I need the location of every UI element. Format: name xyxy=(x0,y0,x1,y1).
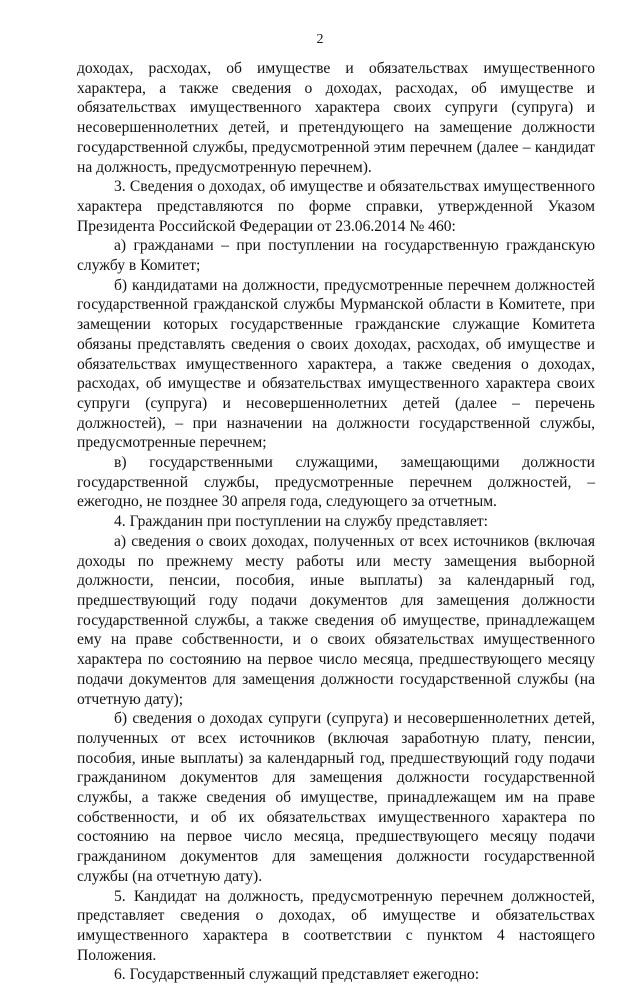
paragraph-item-4b: б) сведения о доходах супруги (супруга) и несовершеннолетних детей, полученных от всех источников (включая заработную плату, пенсии, пособия, иные выплаты) за календарный год, предшествующий году подачи гражданином документов для замещения должности государственной службы, а также сведения об имуществе, принадлежащем им на праве собственности, и об их обязательствах имущественного характера по состоянию на первое число месяца, предшествующего месяцу подачи гражданином документов для замещения должности государственной службы (на отчетную дату). xyxy=(77,710,595,885)
paragraph-item-3v: в) государственными служащими, замещающими должности государственной службы, предусмотренные перечнем должностей, – ежегодно, не позднее 30 апреля года, следующего за отчетным. xyxy=(77,454,595,511)
paragraph-item-3: 3. Сведения о доходах, об имуществе и обязательствах имущественного характера представляются по форме справки, утвержденной Указом Президента Российской Федерации от 23.06.2014 № 460: xyxy=(77,178,595,235)
paragraph-item-4: 4. Гражданин при поступлении на службу представляет: xyxy=(114,513,489,531)
paragraph-item-6: 6. Государственный служащий представляет ежегодно: xyxy=(114,966,480,984)
paragraph-continuation: доходах, расходах, об имуществе и обязательствах имущественного характера, а также сведения о доходах, расходах, об имуществе и обязательствах имущественного характера своих супруги (супруга) и несовершеннолетних детей, и претендующего на замещение должности государственной службы, предусмотренной этим перечнем (далее – кандидат на должность, предусмотренную перечнем). xyxy=(77,60,595,176)
page-number: 2 xyxy=(316,32,324,47)
paragraph-item-3b: б) кандидатами на должности, предусмотренные перечнем должностей государственной гражданской службы Мурманской области в Комитете, при замещении которых государственные гражданские служащие Комитета обязаны представлять сведения о своих доходах, расходах, об имуществе и обязательствах имущественного характера, а также сведения о доходах, расходах, об имуществе и обязательствах имущественного характера своих супруги (супруга) и несовершеннолетних детей (далее – перечень должностей), – при назначении на должности государственной службы, предусмотренные перечнем; xyxy=(77,276,595,452)
paragraph-item-4a: а) сведения о своих доходах, полученных от всех источников (включая доходы по прежнему месту работы или месту замещения выборной должности, пенсии, пособия, иные выплаты) за календарный год, предшествующий году подачи документов для замещения должности государственной службы, а также сведения об имуществе, принадлежащем ему на праве собственности, и о своих обязательствах имущественного характера по состоянию на первое число месяца, предшествующего месяцу подачи документов для замещения должности государственной службы (на отчетную дату); xyxy=(77,532,595,708)
document-body xyxy=(77,59,595,985)
paragraph-item-5: 5. Кандидат на должность, предусмотренную перечнем должностей, представляет сведения о доходах, об имуществе и обязательствах имущественного характера в соответствии с пунктом 4 настоящего Положения. xyxy=(77,887,595,964)
paragraph-item-3a: а) гражданами – при поступлении на государственную гражданскую службу в Комитет; xyxy=(77,237,595,275)
